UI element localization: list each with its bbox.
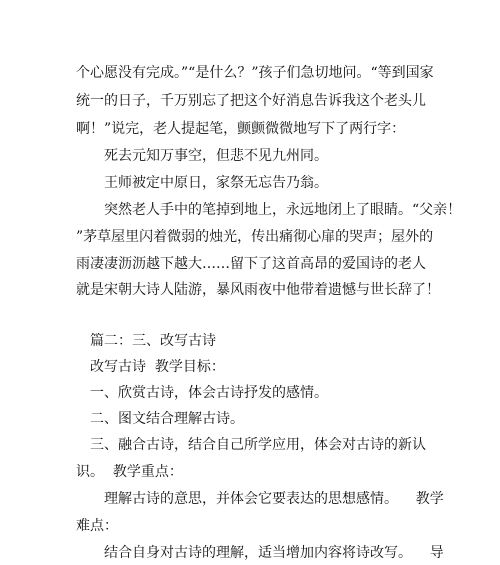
paragraph-line: ”茅草屋里闪着微弱的烛光，传出痛彻心扉的哭声；屋外的 — [76, 229, 434, 245]
subheading-line: 改写古诗 教学目标： — [90, 359, 225, 375]
paragraph-line: 雨凄凄沥沥越下越大……留下了这首高昂的爱国诗的老人 — [76, 256, 426, 272]
paragraph-line: 啊！”说完，老人提起笔，颤颤微微地写下了两行字： — [76, 121, 406, 137]
paragraph-line: 结合自身对古诗的理解，适当增加内容将诗改写。 导 — [104, 545, 444, 561]
list-item: 三、融合古诗，结合自己所学应用，体会对古诗的新认 — [90, 437, 426, 453]
paragraph-line: 统一的日子，千万别忘了把这个好消息告诉我这个老头儿 — [76, 93, 426, 109]
poem-line: 死去元知万事空，但悲不见九州同。 — [104, 148, 328, 164]
paragraph-line: 突然老人手中的笔掉到地上，永远地闭上了眼睛。“父亲！ — [104, 202, 462, 218]
list-item: 二、图文结合理解古诗。 — [90, 411, 244, 427]
paragraph-line: 就是宋朝大诗人陆游，暴风雨夜中他带着遗憾与世长辞了！ — [76, 282, 440, 298]
poem-line: 王师被定中原日，家祭无忘告乃翁。 — [104, 175, 328, 191]
paragraph-line: 难点： — [76, 518, 118, 534]
list-item: 一、欣赏古诗，体会古诗抒发的感情。 — [90, 385, 328, 401]
paragraph-line: 理解古诗的意思，并体会它要表达的思想感情。 教学 — [104, 491, 444, 507]
section-heading: 篇二：三、改写古诗 — [90, 333, 216, 349]
paragraph-line: 个心愿没有完成。”“是什么？”孩子们急切地问。“等到国家 — [76, 65, 434, 81]
paragraph-line: 识。 教学重点： — [76, 464, 183, 480]
